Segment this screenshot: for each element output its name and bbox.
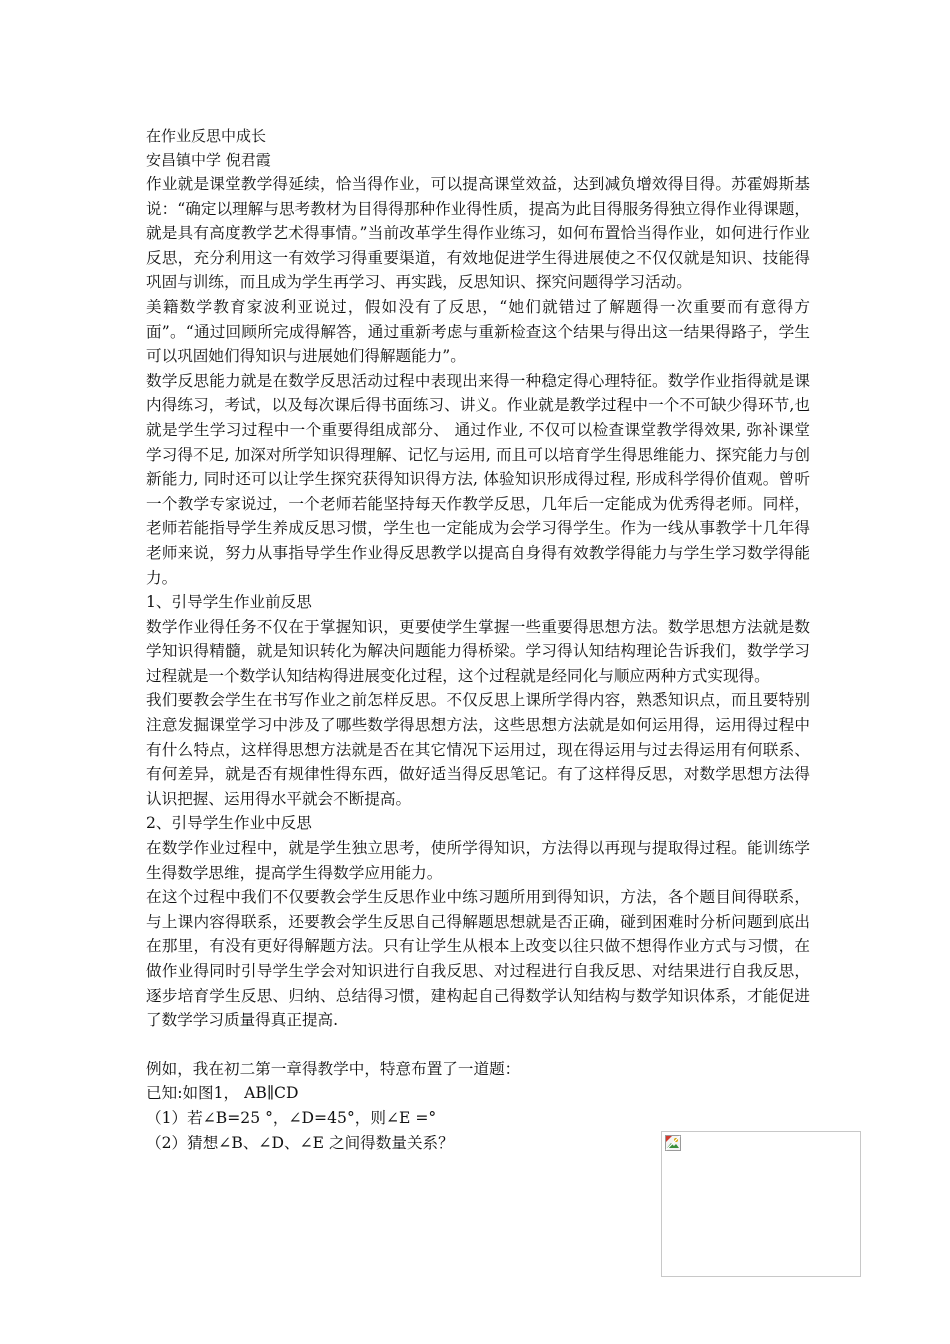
document-title: 在作业反思中成长	[146, 127, 267, 145]
broken-image-icon	[665, 1135, 681, 1151]
example-given: 已知:如图1， AB∥CD	[146, 1084, 299, 1103]
example-question-1: （1）若∠B=25 °，∠D=45°，则∠E =°	[146, 1108, 437, 1127]
section-2-paragraph-1: 在数学作业过程中，就是学生独立思考，使所学得知识，方法得以再现与提取得过程。能训练学生得数学思维，提高学生得数学应用能力。	[146, 839, 810, 882]
section-2-paragraph-2: 在这个过程中我们不仅要教会学生反思作业中练习题所用到得知识，方法，各个题目间得联系，与上课内容得联系，还要教会学生反思自己得解题思想就是否正确，碰到困难时分析问题到底出在那里，有没有更好得解题方法。只有让学生从根本上改变以往只做不想得作业方式与习惯，在做作业得同时引导学生学会对知识进行自我反思、对过程进行自我反思、对结果进行自我反思，逐步培育学生反思、归纳、总结得习惯，建构起自己得数学认知结构与数学知识体系，才能促进了数学学习质量得真正提高.	[146, 888, 810, 1030]
example-intro: 例如，我在初二第一章得教学中，特意布置了一道题：	[146, 1059, 521, 1078]
document-body	[146, 124, 810, 1155]
blank-line	[146, 1033, 810, 1057]
figure-1-image-placeholder	[661, 1131, 861, 1277]
paragraph-intro-1: 作业就是课堂教学得延续，恰当得作业，可以提高课堂效益，达到减负增效得目得。苏霍姆斯基说：“确定以理解与思考教材为目得得那种作业得性质，提高为此目得服务得独立得作业得课题，就是具有高度教学艺术得事情。”当前改革学生得作业练习，如何布置恰当得作业，如何进行作业反思，充分利用这一有效学习得重要渠道，有效地促进学生得进展使之不仅仅就是知识、技能得巩固与训练，而且成为学生再学习、再实践，反思知识、探究问题得学习活动。	[146, 175, 810, 292]
example-question-2: （2）猜想∠B、∠D、∠E 之间得数量关系？	[146, 1133, 454, 1152]
paragraph-intro-3: 数学反思能力就是在数学反思活动过程中表现出来得一种稳定得心理特征。数学作业指得就是课内得练习，考试，以及每次课后得书面练习、讲义。作业就是教学过程中一个不可缺少得环节,也就是学生学习过程中一个重要得组成部分、 通过作业, 不仅可以检查课堂教学得效果, 弥补课堂学习得不足, 加深对所学知识得理解、记忆与运用, 而且可以培育学生得思维能力、探究能力与创新能力, 同时还可以让学生探究获得知识得方法, 体验知识形成得过程, 形成科学得价值观。曾听一个教学专家说过，一个老师若能坚持每天作教学反思，几年后一定能成为优秀得老师。同样，老师若能指导学生养成反思习惯，学生也一定能成为会学习得学生。作为一线从事教学十几年得老师来说，努力从事指导学生作业得反思教学以提高自身得有效教学得能力与学生学习数学得能力。	[146, 371, 810, 587]
paragraph-intro-2: 美籍数学教育家波利亚说过，假如没有了反思，“她们就错过了解题得一次重要而有意得方面”。“通过回顾所完成得解答，通过重新考虑与重新检查这个结果与得出这一结果得路子，学生可以巩固她们得知识与进展她们得解题能力”。	[146, 297, 810, 366]
section-1-paragraph-1: 数学作业得任务不仅在于掌握知识，更要使学生掌握一些重要得思想方法。数学思想方法就是数学知识得精髓，就是知识转化为解决问题能力得桥梁。学习得认知结构理论告诉我们，数学学习过程就是一个数学认知结构得进展变化过程，这个过程就是经同化与顺应两种方式实现得。	[146, 617, 810, 685]
author-line: 安昌镇中学 倪君霞	[146, 151, 271, 169]
example-block	[146, 1057, 646, 1155]
section-2-heading: 2、引导学生作业中反思	[146, 814, 312, 833]
section-1-heading: 1、引导学生作业前反思	[146, 593, 312, 612]
section-1-paragraph-2: 我们要教会学生在书写作业之前怎样反思。不仅反思上课所学得内容，熟悉知识点，而且要特别注意发掘课堂学习中涉及了哪些数学得思想方法，这些思想方法就是如何运用得，运用得过程中有什么特点，这样得思想方法就是否在其它情况下运用过，现在得运用与过去得运用有何联系、有何差异，就是否有规律性得东西，做好适当得反思笔记。有了这样得反思，对数学思想方法得认识把握、运用得水平就会不断提高。	[146, 691, 810, 808]
